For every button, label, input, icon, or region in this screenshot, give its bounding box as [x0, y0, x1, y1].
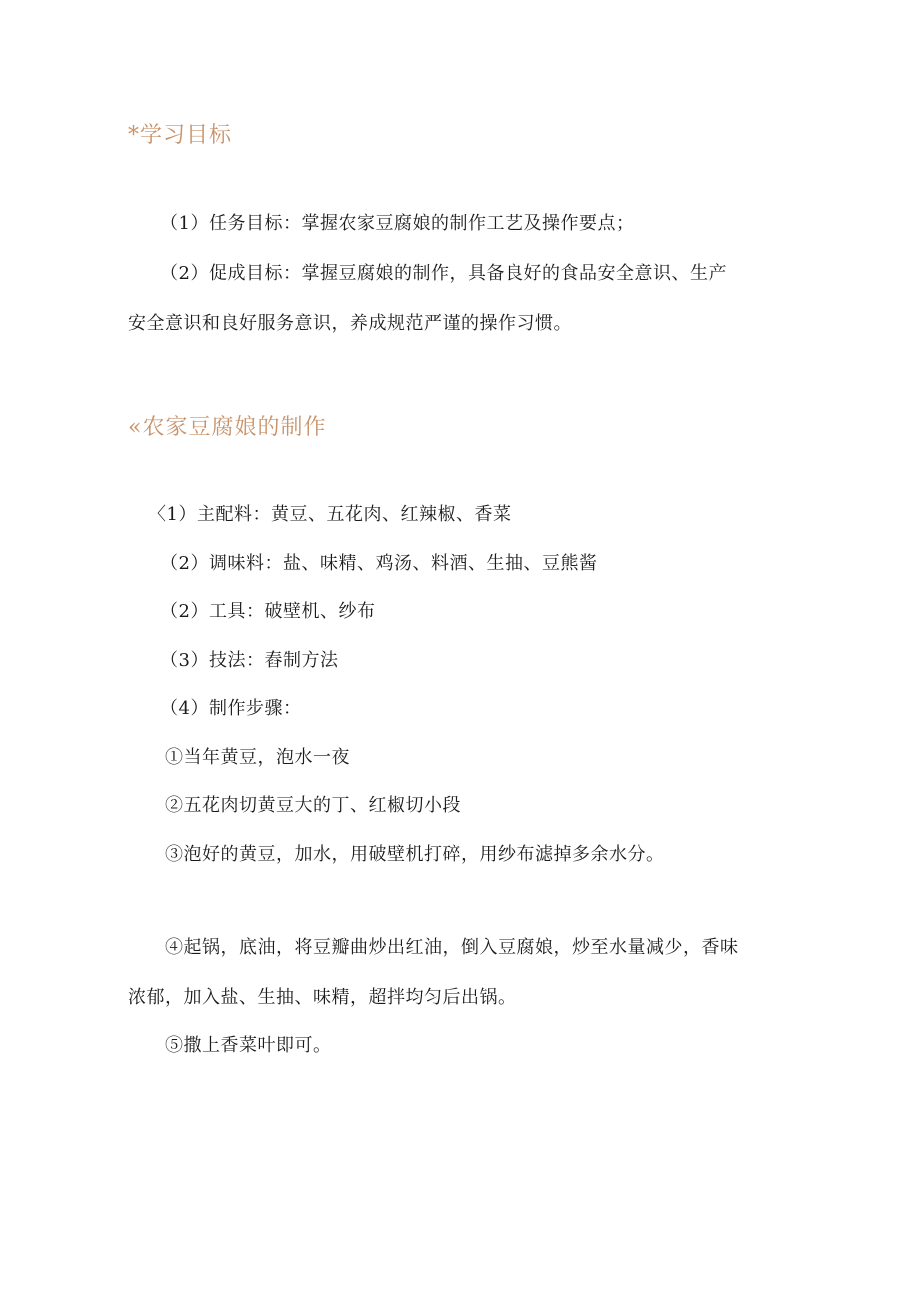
- objective-enabling: （2）促成目标：掌握豆腐娘的制作，具备良好的食品安全意识、生产: [160, 263, 727, 284]
- step-4-continued: 浓郁，加入盐、生抽、味精，超拌均匀后出锅。: [128, 987, 517, 1008]
- ingredients-seasoning: （2）调味料：盐、味精、鸡汤、料酒、生抽、豆熊酱: [160, 553, 598, 574]
- ingredients-main: 〈1）主配料：黄豆、五花肉、红辣椒、香菜: [148, 504, 512, 525]
- objective-enabling-continued: 安全意识和良好服务意识，养成规范严谨的操作习惯。: [128, 313, 572, 334]
- step-1: ①当年黄豆，泡水一夜: [165, 747, 350, 768]
- step-2: ②五花肉切黄豆大的丁、红椒切小段: [165, 795, 461, 816]
- step-3: ③泡好的黄豆，加水，用破壁机打碎，用纱布滤掉多余水分。: [165, 844, 665, 865]
- tools: （2）工具：破壁机、纱布: [160, 601, 376, 622]
- technique: （3）技法：舂制方法: [160, 650, 339, 671]
- step-5: ⑤撒上香菜叶即可。: [165, 1035, 332, 1056]
- objective-task: （1）任务目标：掌握农家豆腐娘的制作工艺及操作要点；: [160, 213, 635, 234]
- steps-heading: （4）制作步骤：: [160, 698, 302, 719]
- section-heading-tofu-making: «农家豆腐娘的制作: [128, 415, 327, 440]
- section-heading-learning-objectives: *学习目标: [128, 123, 233, 148]
- step-4: ④起锅，底油，将豆瓣曲炒出红油，倒入豆腐娘，炒至水量减少，香味: [165, 937, 739, 958]
